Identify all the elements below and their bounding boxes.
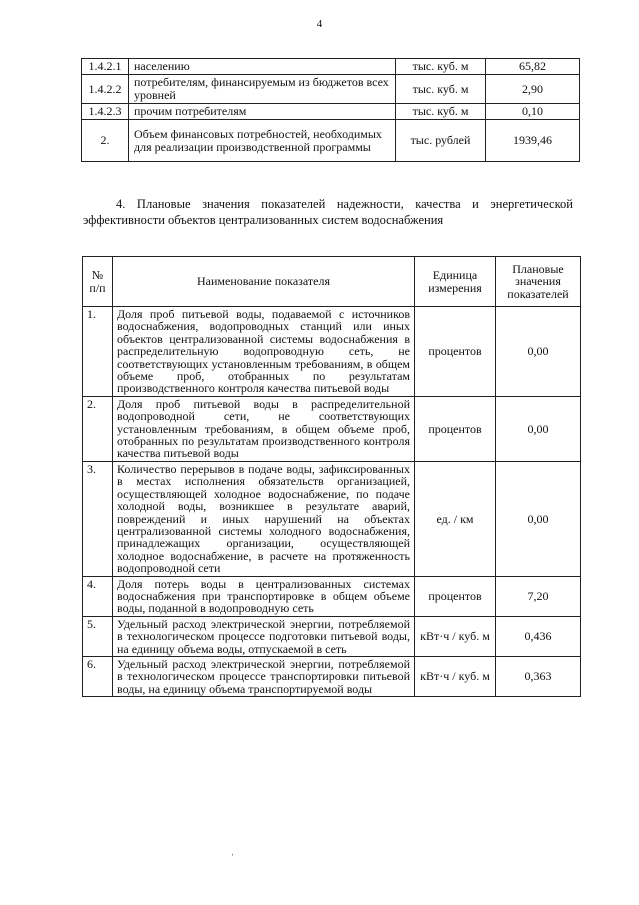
table-header-row: [83, 257, 581, 307]
header-name: Наименование показателя: [113, 257, 415, 307]
table-row: [82, 59, 580, 75]
row-value: 0,00: [496, 307, 581, 397]
indicators-table: [82, 256, 581, 697]
row-unit: процентов: [415, 396, 496, 461]
row-number: 4.: [83, 576, 113, 616]
section-heading: 4. Плановые значения показателей надежности, качества и энергетической эффективности объектов централизованных систем водоснабжения: [83, 197, 573, 227]
table-row: [83, 461, 581, 576]
row-unit: кВт·ч / куб. м: [415, 616, 496, 656]
row-name: Доля проб питьевой воды в распределительной водопроводной сети, не соответствующих установленным требованиям, в общем объеме проб, отобранных по результатам производственного контроля качества питьевой воды: [113, 396, 415, 461]
row-number: 2.: [83, 396, 113, 461]
header-value: Плановые значения показателей: [496, 257, 581, 307]
row-unit: процентов: [415, 307, 496, 397]
row-value: 1939,46: [486, 120, 580, 162]
table-row: [83, 656, 581, 696]
table-row: [83, 396, 581, 461]
row-number: 1.4.2.2: [82, 75, 129, 104]
row-value: 0,436: [496, 616, 581, 656]
row-value: 65,82: [486, 59, 580, 75]
row-unit: кВт·ч / куб. м: [415, 656, 496, 696]
row-value: 0,00: [496, 461, 581, 576]
continued-table: [81, 58, 580, 162]
table-row: [82, 104, 580, 120]
row-value: 0,00: [496, 396, 581, 461]
row-name: населению: [129, 59, 396, 75]
row-value: 0,10: [486, 104, 580, 120]
row-number: 3.: [83, 461, 113, 576]
table-row: [83, 576, 581, 616]
row-name: Доля проб питьевой воды, подаваемой с источников водоснабжения, водопроводных станций или иных объектов централизованной системы водоснабжения в распределительную водопроводную сеть, не соответствующих установленным требованиям, в общем объеме проб, отобранных по результатам производственного контроля качества питьевой воды: [113, 307, 415, 397]
row-value: 0,363: [496, 656, 581, 696]
row-value: 2,90: [486, 75, 580, 104]
header-number: № п/п: [83, 257, 113, 307]
row-value: 7,20: [496, 576, 581, 616]
header-unit: Единица измерения: [415, 257, 496, 307]
table-row: [82, 75, 580, 104]
row-number: 6.: [83, 656, 113, 696]
row-name: Удельный расход электрической энергии, потребляемой в технологическом процессе подготовки питьевой воды, на единицу объема воды, отпускаемой в сеть: [113, 616, 415, 656]
row-name: Количество перерывов в подаче воды, зафиксированных в местах исполнения обязательств организацией, осуществляющей холодное водоснабжение, по подаче холодной воды, возникшее в результате аварий, повреждений и иных нарушений на объектах централизованной системы холодного водоснабжения, принадлежащих организации, осуществляющей холодное водоснабжение, в расчете на протяженность водопроводной сети: [113, 461, 415, 576]
row-unit: тыс. куб. м: [396, 104, 486, 120]
table-row: [83, 307, 581, 397]
table-row: [83, 616, 581, 656]
row-unit: тыс. рублей: [396, 120, 486, 162]
row-number: 1.4.2.1: [82, 59, 129, 75]
row-unit: процентов: [415, 576, 496, 616]
row-name: потребителям, финансируемым из бюджетов всех уровней: [129, 75, 396, 104]
row-unit: тыс. куб. м: [396, 59, 486, 75]
row-name: прочим потребителям: [129, 104, 396, 120]
row-number: 2.: [82, 120, 129, 162]
stray-mark: ˌ: [231, 845, 235, 856]
page-number: 4: [316, 18, 323, 30]
row-unit: ед. / км: [415, 461, 496, 576]
row-number: 1.: [83, 307, 113, 397]
row-name: Удельный расход электрической энергии, потребляемой в технологическом процессе транспортировки питьевой воды, на единицу объема транспортируемой воды: [113, 656, 415, 696]
row-name: Доля потерь воды в централизованных системах водоснабжения при транспортировке в общем объеме воды, поданной в водопроводную сеть: [113, 576, 415, 616]
row-unit: тыс. куб. м: [396, 75, 486, 104]
row-number: 5.: [83, 616, 113, 656]
table-row: [82, 120, 580, 162]
row-number: 1.4.2.3: [82, 104, 129, 120]
row-name: Объем финансовых потребностей, необходимых для реализации производственной программы: [129, 120, 396, 162]
